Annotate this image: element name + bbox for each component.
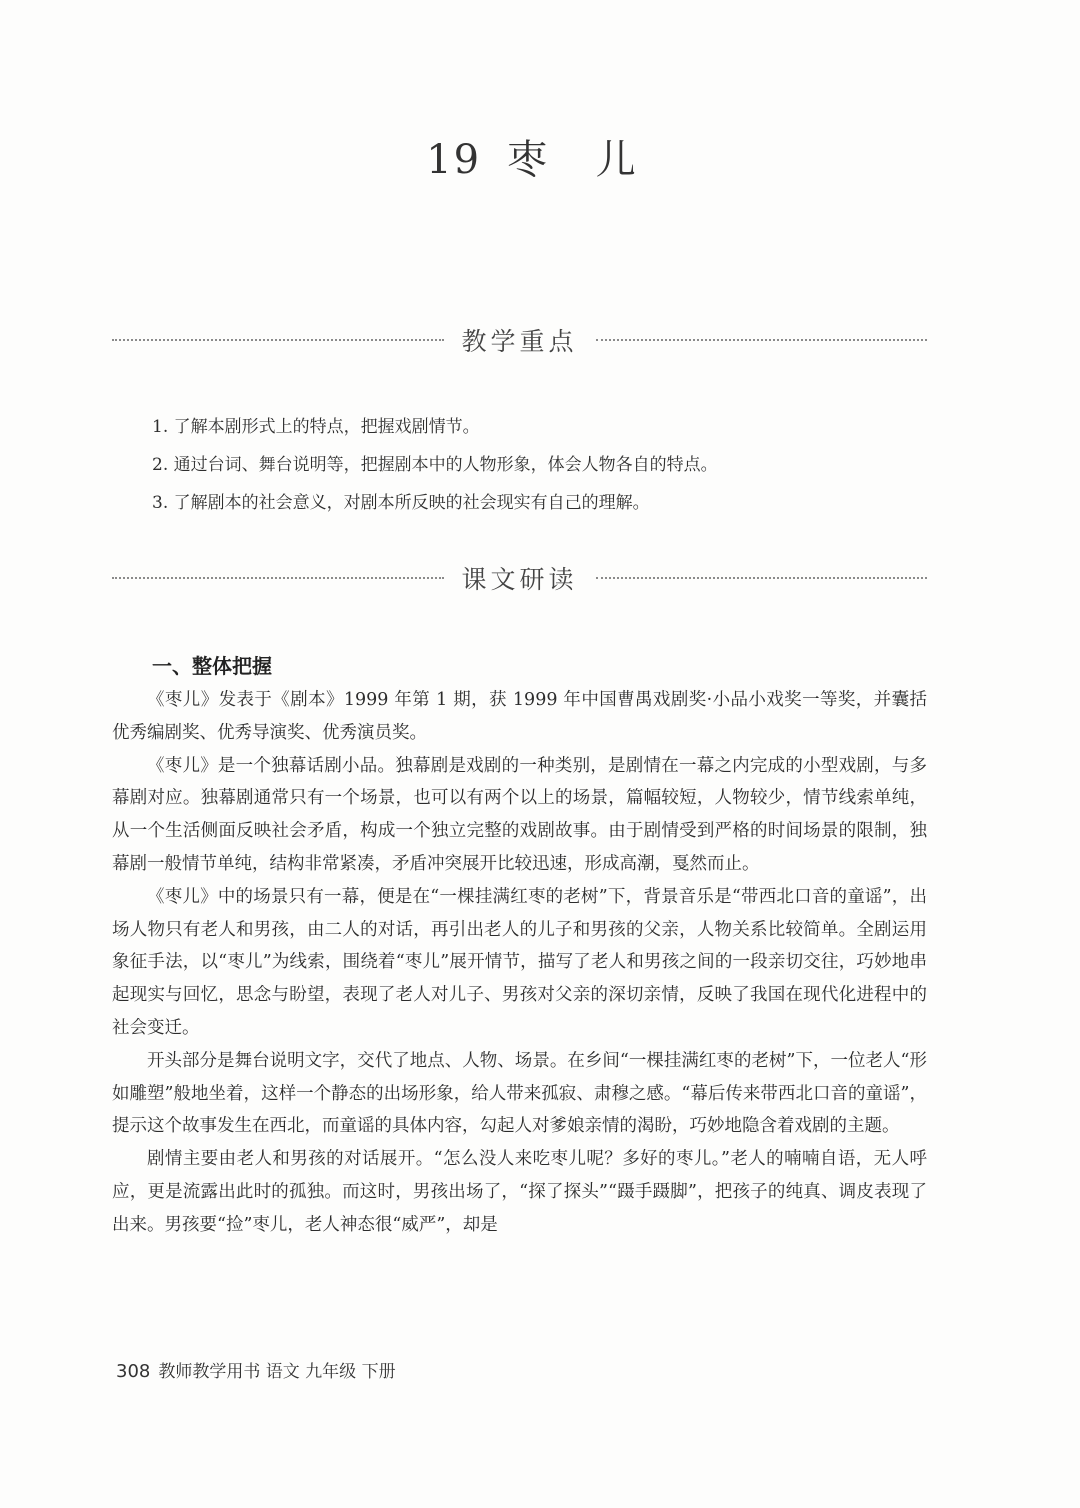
- paragraph: 剧情主要由老人和男孩的对话展开。“怎么没人来吃枣儿呢？多好的枣儿。”老人的喃喃自语，无人呼应，更是流露出此时的孤独。而这时，男孩出场了，“探了探头”“蹑手蹑脚”，把孩子的纯真、调皮表现了出来。男孩要“捡”枣儿，老人神态很“威严”，却是: [112, 1149, 927, 1235]
- section-label: 教学重点: [461, 327, 578, 356]
- lesson-number: 19: [426, 137, 482, 183]
- book-info: 教师教学用书 语文 九年级 下册: [158, 1362, 396, 1382]
- paragraph: 《枣儿》是一个独幕话剧小品。独幕剧是戏剧的一种类别，是剧情在一幕之内完成的小型戏剧，与多幕剧对应。独幕剧通常只有一个场景，也可以有两个以上的场景，篇幅较短，人物较少，情节线索单纯，从一个生活侧面反映社会矛盾，构成一个独立完整的戏剧故事。由于剧情受到严格的时间场景的限制，独幕剧一般情节单纯，结构非常紧凑，矛盾冲突展开比较迅速，形成高潮，戛然而止。: [112, 755, 927, 874]
- lesson-name: 枣 儿: [507, 137, 654, 183]
- dotted-rule-left: [112, 339, 444, 341]
- page-number: 308: [116, 1361, 151, 1382]
- dotted-rule-right: [596, 339, 928, 341]
- section-header-text-study: [112, 560, 927, 596]
- section-header-teaching-focus: [112, 322, 927, 358]
- list-item: 3. 了解剧本的社会意义，对剧本所反映的社会现实有自己的理解。: [152, 493, 650, 513]
- text-study-body: [112, 648, 927, 1242]
- subheading: 一、整体把握: [152, 654, 272, 678]
- dotted-rule-left: [112, 577, 444, 579]
- paragraph: 《枣儿》发表于《剧本》1999 年第 1 期，获 1999 年中国曹禺戏剧奖·小品小戏奖一等奖，并囊括优秀编剧奖、优秀导演奖、优秀演员奖。: [112, 690, 927, 743]
- lesson-title: [0, 128, 1080, 185]
- section-label: 课文研读: [461, 565, 578, 594]
- dotted-rule-right: [596, 577, 928, 579]
- paragraph: 《枣儿》中的场景只有一幕，便是在“一棵挂满红枣的老树”下，背景音乐是“带西北口音的童谣”，出场人物只有老人和男孩，由二人的对话，再引出老人的儿子和男孩的父亲，人物关系比较简单。全剧运用象征手法，以“枣儿”为线索，围绕着“枣儿”展开情节，描写了老人和男孩之间的一段亲切交往，巧妙地串起现实与回忆，思念与盼望，表现了老人对儿子、男孩对父亲的深切亲情，反映了我国在现代化进程中的社会变迁。: [112, 886, 927, 1038]
- teaching-focus-list: [152, 408, 912, 522]
- paragraph: 开头部分是舞台说明文字，交代了地点、人物、场景。在乡间“一棵挂满红枣的老树”下，一位老人“形如雕塑”般地坐着，这样一个静态的出场形象，给人带来孤寂、肃穆之感。“幕后传来带西北口音的童谣”，提示这个故事发生在西北，而童谣的具体内容，勾起人对爹娘亲情的渴盼，巧妙地隐含着戏剧的主题。: [112, 1050, 927, 1137]
- page-footer: [116, 1357, 396, 1382]
- list-item: 2. 通过台词、舞台说明等，把握剧本中的人物形象，体会人物各自的特点。: [152, 455, 718, 475]
- list-item: 1. 了解本剧形式上的特点，把握戏剧情节。: [152, 417, 480, 437]
